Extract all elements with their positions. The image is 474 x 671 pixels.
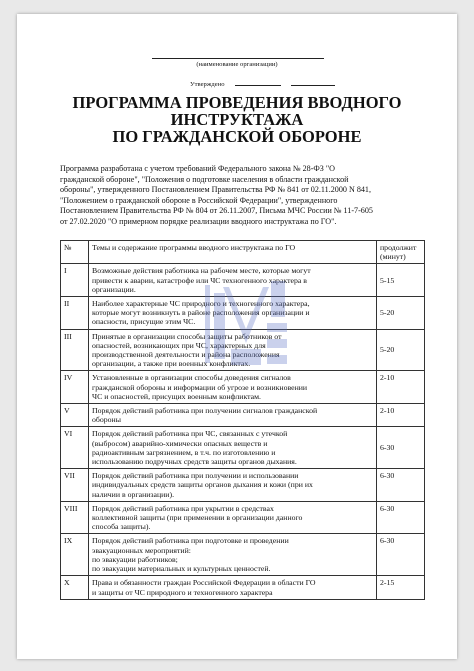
- table-row: [61, 329, 425, 371]
- row-topic-line: Возможные действия работника на рабочем месте, которые могут: [92, 266, 311, 276]
- header-topic: Темы и содержание программы вводного инструктажа по ГО: [89, 241, 377, 264]
- row-topic-line: Порядок действий работника при укрытии в средствах: [92, 503, 274, 513]
- row-duration-value: 5-15: [380, 275, 395, 285]
- title-line: ПО ГРАЖДАНСКОЙ ОБОРОНЕ: [112, 127, 362, 146]
- document-page: [17, 14, 457, 659]
- row-topic-line: организации.: [92, 284, 136, 294]
- row-topic: [89, 404, 377, 427]
- title-line: ПРОГРАММА ПРОВЕДЕНИЯ ВВОДНОГО: [72, 93, 402, 112]
- row-topic: [89, 534, 377, 576]
- row-number: VI: [61, 427, 89, 469]
- row-topic-line: использованию подручных средств защиты органов дыхания.: [92, 457, 297, 467]
- row-topic-line: производственной деятельности и района расположения: [92, 350, 280, 360]
- row-topic-line: по эвакуации работников;: [92, 554, 178, 564]
- row-duration: [377, 371, 425, 404]
- row-topic-line: Порядок действий работника при подготовке и проведении: [92, 536, 289, 546]
- row-topic: [89, 371, 377, 404]
- row-duration: [377, 329, 425, 371]
- row-topic-line: Порядок действий работника при ЧС, связанных с утечкой: [92, 429, 288, 439]
- row-topic-line: гражданской обороны и информации об угрозе и возникновении: [92, 382, 308, 392]
- row-topic: [89, 264, 377, 297]
- row-duration-value: 6-30: [380, 536, 395, 546]
- table-header-row: [61, 241, 425, 264]
- organization-name-line: [152, 58, 324, 59]
- row-duration-value: 6-30: [380, 443, 395, 453]
- row-topic-line: и защиты от ЧС природного и техногенного характера: [92, 587, 273, 597]
- row-number: IX: [61, 534, 89, 576]
- header-duration-line: продолжит: [380, 243, 417, 252]
- row-duration-value: 2-10: [380, 406, 395, 416]
- row-topic-line: опасности, присущие этим ЧС.: [92, 317, 196, 327]
- row-number: VII: [61, 469, 89, 502]
- approval-row: [190, 79, 335, 88]
- row-duration: [377, 264, 425, 297]
- row-topic-line: коллективной защиты (при применении в организации данного: [92, 513, 303, 523]
- row-topic-line: Порядок действий работника при получении сигналов гражданской: [92, 406, 318, 416]
- row-topic-line: способа защиты).: [92, 522, 151, 532]
- intro-line: Программа разработана с учетом требований Федерального закона № 28-ФЗ "О: [60, 164, 336, 173]
- row-topic: [89, 469, 377, 502]
- approval-date-line: [291, 79, 335, 86]
- row-topic-line: опасностей, возникающих при ЧС, характерных для: [92, 340, 266, 350]
- table-row: [61, 469, 425, 502]
- row-number: I: [61, 264, 89, 297]
- row-topic-line: Принятые в организации способы защиты работников от: [92, 331, 282, 341]
- row-topic: [89, 329, 377, 371]
- row-topic-line: Порядок действий работника при получении и использовании: [92, 471, 299, 481]
- row-duration: [377, 501, 425, 534]
- row-duration: [377, 576, 425, 599]
- intro-line: от 27.02.2020 "О примерном порядке реализации вводного инструктажа по ГО".: [60, 216, 337, 226]
- row-topic: [89, 501, 377, 534]
- header-duration-line: (минут): [380, 252, 406, 262]
- row-duration-value: 6-30: [380, 471, 395, 481]
- approval-signature-line: [235, 79, 281, 86]
- row-duration: [377, 404, 425, 427]
- row-topic-line: обороны: [92, 415, 121, 425]
- row-topic-line: (выбросом) аварийно-химически опасных веществ и: [92, 438, 268, 448]
- row-duration: [377, 297, 425, 330]
- table-row: [61, 427, 425, 469]
- row-number: IV: [61, 371, 89, 404]
- table-row: [61, 371, 425, 404]
- row-topic-line: наличии в организации).: [92, 489, 175, 499]
- row-topic-line: радиоактивным загрязнением, в т.ч. по изготовлению и: [92, 447, 276, 457]
- row-topic-line: Установленные в организации способы доведения сигналов: [92, 373, 291, 383]
- intro-line: Постановлением Правительства РФ № 804 от 26.11.2007, Письма МЧС России № 11-7-605: [60, 206, 373, 216]
- table-row: [61, 297, 425, 330]
- row-duration-value: 5-20: [380, 308, 395, 318]
- row-topic-line: эвакуационных мероприятий:: [92, 545, 191, 555]
- row-topic-line: привести к аварии, катастрофе или ЧС техногенного характера в: [92, 275, 307, 285]
- row-number: III: [61, 329, 89, 371]
- document-title: [37, 94, 437, 145]
- row-duration-value: 6-30: [380, 503, 395, 513]
- row-duration: [377, 427, 425, 469]
- table-row: [61, 404, 425, 427]
- row-topic-line: которые могут возникнуть в районе расположения организации и: [92, 308, 310, 318]
- row-topic-line: Права и обязанности граждан Российской Федерации в области ГО: [92, 578, 316, 588]
- row-topic: [89, 427, 377, 469]
- intro-line: "Положением о гражданской обороне в Российской Федерации", утвержденного: [60, 195, 338, 205]
- table-row: [61, 534, 425, 576]
- row-number: II: [61, 297, 89, 330]
- approved-label: Утверждено: [190, 81, 225, 88]
- row-topic-line: индивидуальных средств защиты органов дыхания и кожи (при их: [92, 480, 313, 490]
- header-duration: [377, 241, 425, 264]
- intro-line: обороны", утвержденного Постановлением Правительства РФ № 841 от 02.11.2000 N 841,: [60, 185, 371, 195]
- row-topic: [89, 576, 377, 599]
- table-row: [61, 264, 425, 297]
- row-number: V: [61, 404, 89, 427]
- row-duration-value: 2-15: [380, 578, 395, 588]
- row-number: VIII: [61, 501, 89, 534]
- row-duration: [377, 469, 425, 502]
- row-number: X: [61, 576, 89, 599]
- program-table: [60, 240, 425, 600]
- row-topic-line: Наиболее характерные ЧС природного и техногенного характера,: [92, 299, 310, 309]
- row-topic: [89, 297, 377, 330]
- table-row: [61, 501, 425, 534]
- row-duration-value: 2-10: [380, 373, 395, 383]
- header-number: №: [61, 241, 89, 264]
- row-topic-line: по эвакуации материальных и культурных ценностей.: [92, 564, 271, 574]
- intro-paragraph: [60, 164, 422, 228]
- row-duration-value: 5-20: [380, 345, 395, 355]
- row-topic-line: организации, а также при военных конфликтах.: [92, 359, 251, 369]
- title-line: ИНСТРУКТАЖА: [170, 110, 304, 129]
- row-duration: [377, 534, 425, 576]
- table-row: [61, 576, 425, 599]
- organization-caption: (наименование организации): [196, 61, 278, 68]
- row-topic-line: ЧС и опасностей, присущих военным конфликтам.: [92, 391, 261, 401]
- intro-line: гражданской обороне", "Положения о подготовке населения в области гражданской: [60, 174, 349, 184]
